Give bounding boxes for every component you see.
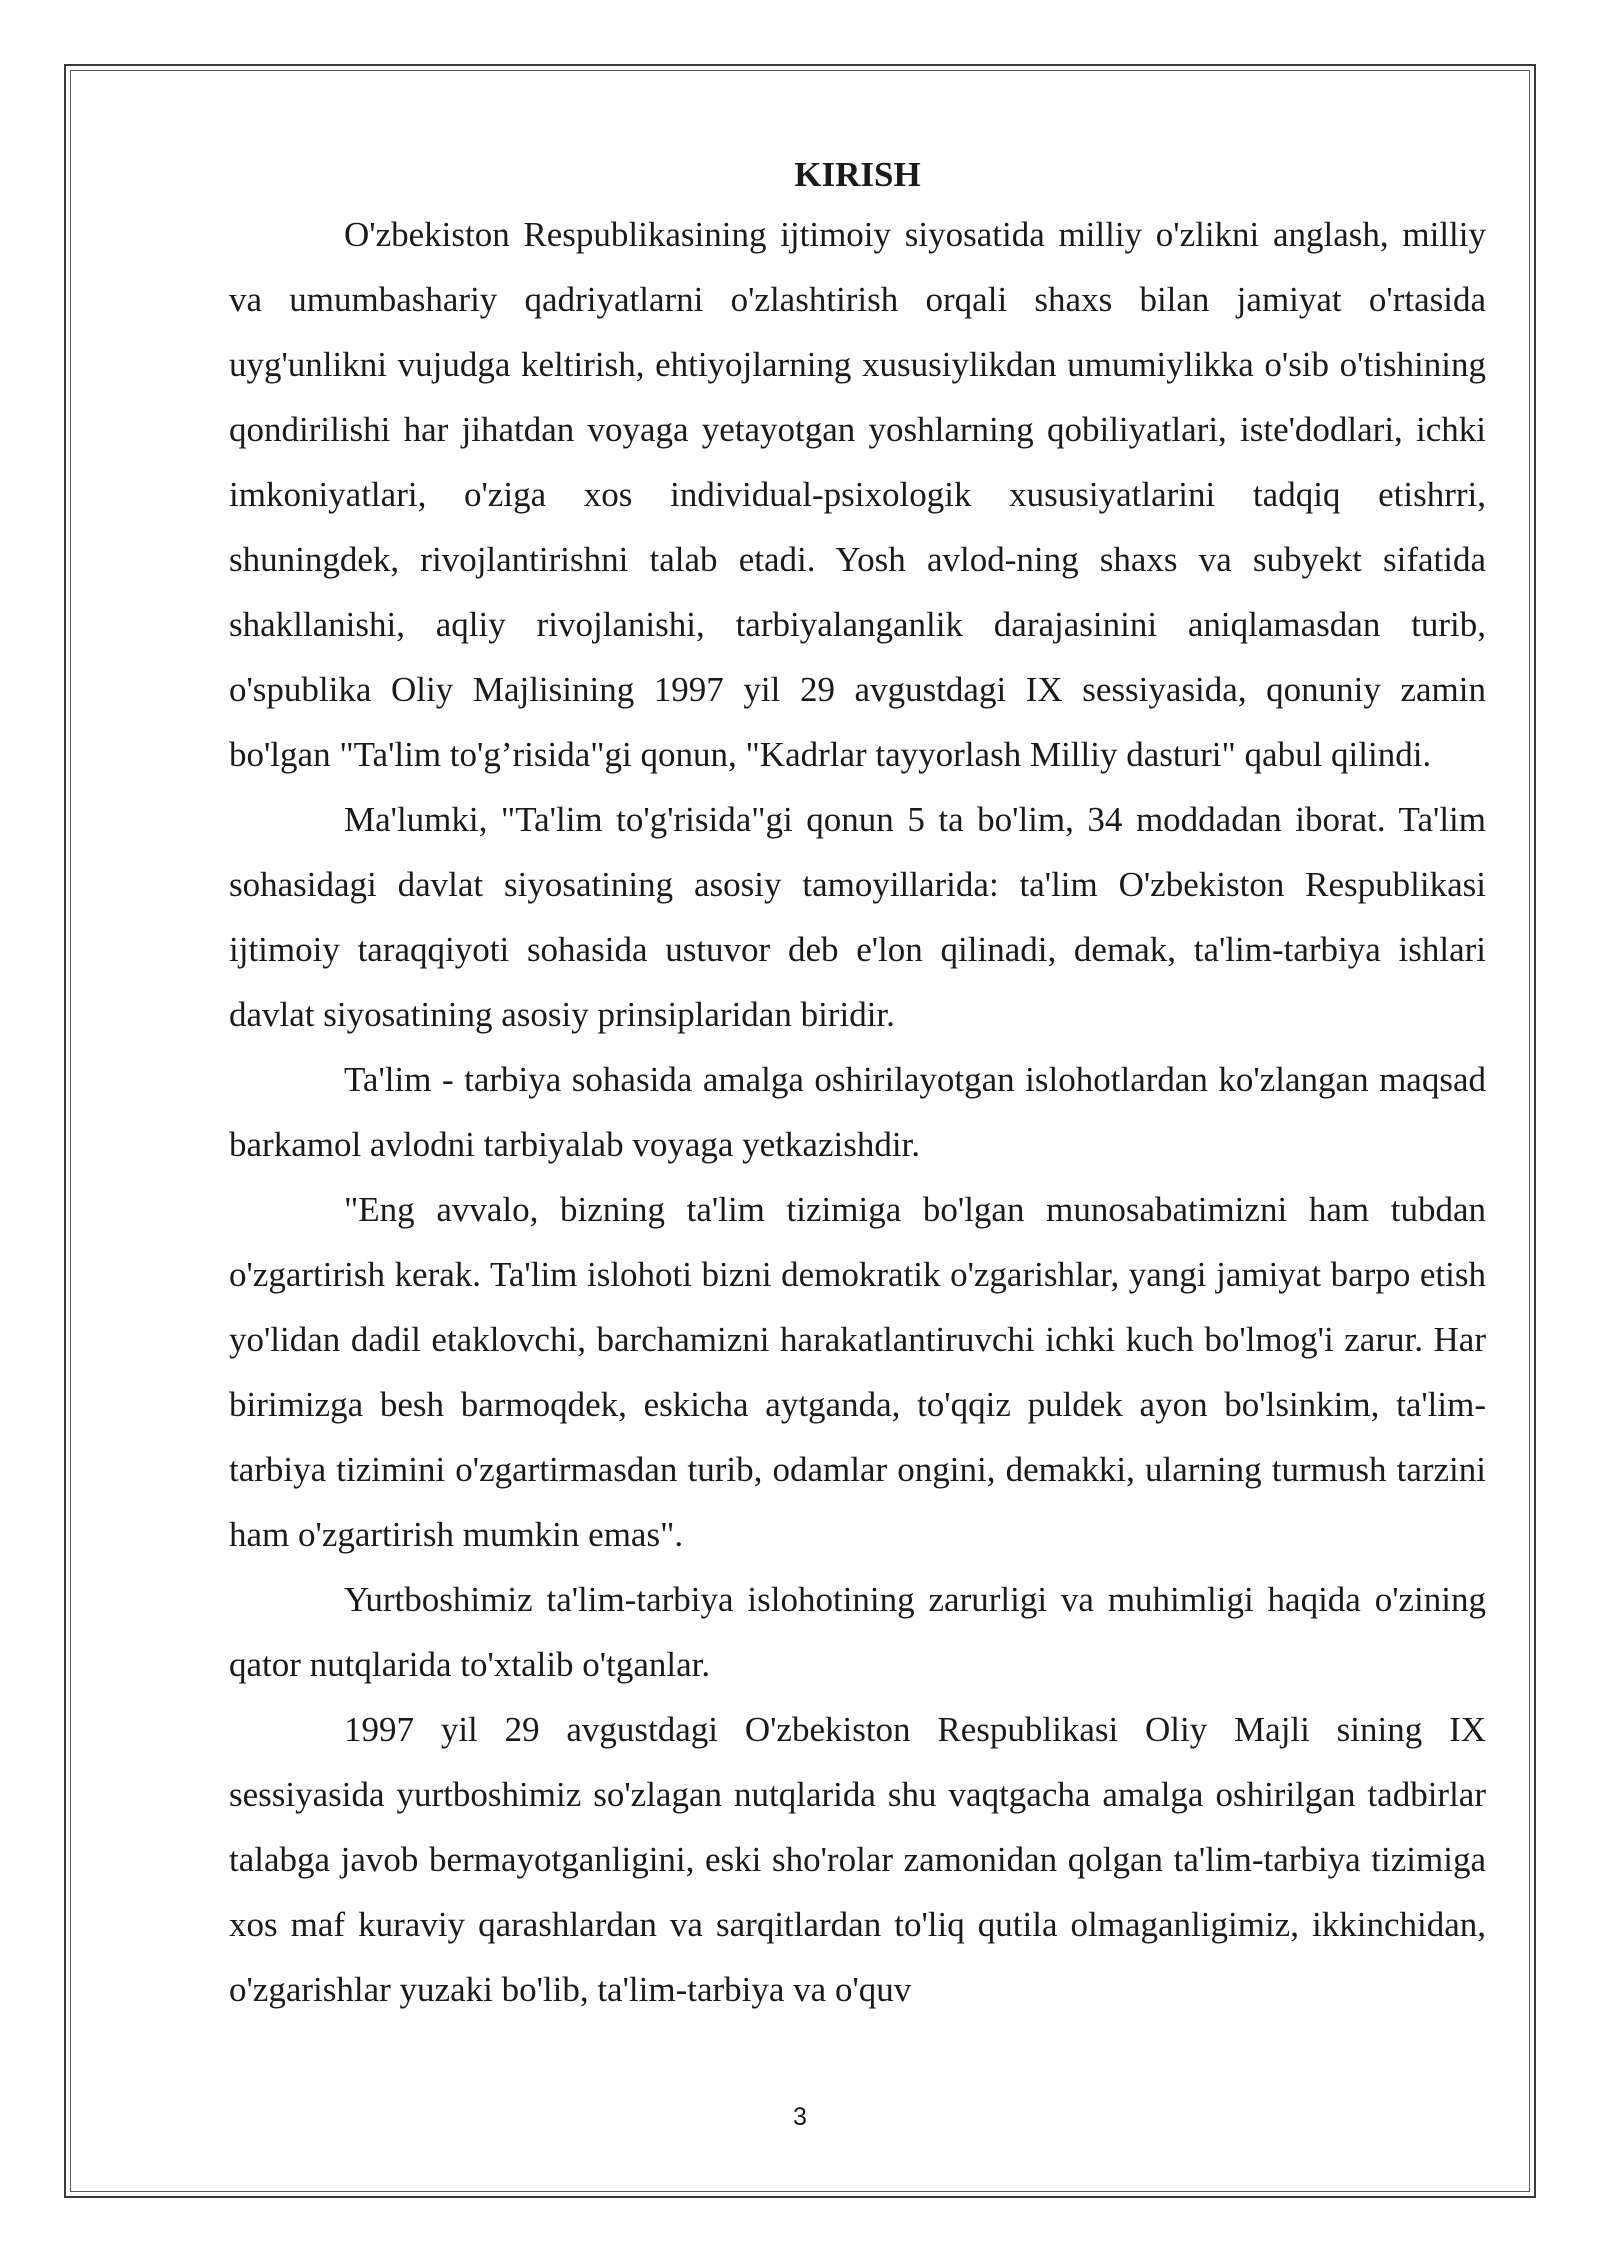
paragraph-5: Yurtboshimiz ta'lim-tarbiya islohotining zarurligi va muhimligi haqida o'zining qator nutqlarida to'xtalib o'tganlar.	[229, 1580, 1486, 1684]
paragraph-2: Ma'lumki, "Ta'lim to'g'risida"gi qonun 5 ta bo'lim, 34 moddadan iborat. Ta'lim sohasidagi davlat siyosatining asosiy tamoyillarida: ta'lim O'zbekiston Respublikasi ijtimoiy taraqqiyoti sohasida ustuvor deb e'lon qilinadi, demak, ta'lim-tarbiya ishlari davlat siyosatining asosiy prinsiplaridan biridir.	[229, 800, 1486, 1034]
document-title: KIRISH	[794, 155, 921, 194]
paragraph-1: O'zbekiston Respublikasining ijtimoiy siyosatida milliy o'zlikni anglash, milliy va umumbashariy qadriyatlarni o'zlashtirish orqali shaxs bilan jamiyat o'rtasida uyg'unlikni vujudga keltirish, ehtiyojlarning xususiylikdan umumiylikka o'sib o'tishining qondirilishi har jihatdan voyaga yetayotgan yoshlarning qobiliyatlari, iste'dodlari, ichki imkoniyatlari, o'ziga xos individual-psixologik xususiyatlarini tadqiq etishrri, shuningdek, rivojlantirishni talab etadi. Yosh avlod-ning shaxs va subyekt sifatida shakllanishi, aqliy rivojlanishi, tarbiyalanganlik darajasinini aniqlamasdan turib, o'spublika Oliy Majlisining 1997 yil 29 avgustdagi IX sessiyasida, qonuniy zamin bo'lgan "Ta'lim to'g’risida"gi qonun, "Kadrlar tayyorlash Milliy dasturi" qabul qilindi.	[229, 215, 1486, 774]
paragraph-6: 1997 yil 29 avgustdagi O'zbekiston Respublikasi Oliy Majli sining IX sessiyasida yurtboshimiz so'zlagan nutqlarida shu vaqtgacha amalga oshirilgan tadbirlar talabga javob bermayotganligini, eski sho'rolar zamonidan qolgan ta'lim-tarbiya tizimiga xos maf kuraviy qarashlardan va sarqitlardan to'liq qutila olmaganligimiz, ikkinchidan, o'zgarishlar yuzaki bo'lib, ta'lim-tarbiya va o'quv	[229, 1710, 1486, 2009]
paragraph-3: Ta'lim - tarbiya sohasida amalga oshirilayotgan islohotlardan ko'zlangan maqsad barkamol avlodni tarbiyalab voyaga yetkazishdir.	[229, 1060, 1486, 1164]
document-body	[229, 148, 1486, 2022]
page-number: 3	[793, 2103, 807, 2131]
paragraph-4: "Eng avvalo, bizning ta'lim tizimiga bo'lgan munosabatimizni ham tubdan o'zgartirish kerak. Ta'lim islohoti bizni demokratik o'zgarishlar, yangi jamiyat barpo etish yo'lidan dadil etaklovchi, barchamizni harakatlantiruvchi ichki kuch bo'lmog'i zarur. Har birimizga besh barmoqdek, eskicha aytganda, to'qqiz puldek ayon bo'lsinkim, ta'lim-tarbiya tizimini o'zgartirmasdan turib, odamlar ongini, demakki, ularning turmush tarzini ham o'zgartirish mumkin emas".	[229, 1190, 1486, 1554]
